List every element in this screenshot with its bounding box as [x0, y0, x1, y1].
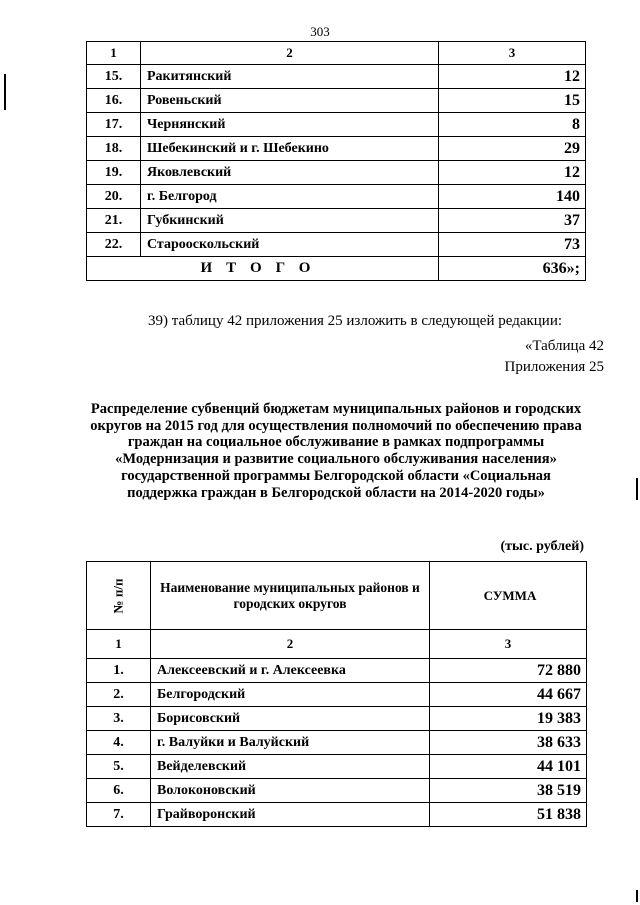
- district-name: Борисовский: [151, 707, 430, 731]
- row-number: 21.: [87, 209, 141, 233]
- table-row: [87, 185, 586, 209]
- row-sum: 19 383: [430, 707, 587, 731]
- table-row: [87, 707, 587, 731]
- col-number: 1: [87, 630, 151, 659]
- total-value: 636»;: [439, 257, 586, 281]
- table-reference: «Таблица 42: [524, 338, 604, 354]
- table-row: [87, 731, 587, 755]
- row-number: 7.: [87, 803, 151, 827]
- header-number: [87, 562, 151, 630]
- row-number: 19.: [87, 161, 141, 185]
- row-sum: 38 519: [430, 779, 587, 803]
- district-name: Шебекинский и г. Шебекино: [141, 137, 439, 161]
- row-sum: 44 101: [430, 755, 587, 779]
- district-name: Чернянский: [141, 113, 439, 137]
- row-number: 20.: [87, 185, 141, 209]
- table-row: [87, 803, 587, 827]
- subvention-table: [86, 561, 587, 827]
- district-name: Волоконовский: [151, 779, 430, 803]
- district-name: г. Валуйки и Валуйский: [151, 731, 430, 755]
- row-number: 22.: [87, 233, 141, 257]
- col-number: 3: [430, 630, 587, 659]
- table-row: [87, 89, 586, 113]
- table-row: [87, 137, 586, 161]
- page-number: 303: [310, 24, 330, 39]
- row-number: 5.: [87, 755, 151, 779]
- row-value: 37: [439, 209, 586, 233]
- col-number: 2: [141, 42, 439, 65]
- row-number: 4.: [87, 731, 151, 755]
- district-name: Белгородский: [151, 683, 430, 707]
- col-number: 3: [439, 42, 586, 65]
- row-value: 12: [439, 65, 586, 89]
- units-label: (тыс. рублей): [500, 539, 584, 554]
- col-number: 2: [151, 630, 430, 659]
- table-row: [87, 209, 586, 233]
- row-value: 8: [439, 113, 586, 137]
- scan-edge-mark: [636, 478, 638, 500]
- district-name: Старооскольский: [141, 233, 439, 257]
- district-name: Ракитянский: [141, 65, 439, 89]
- row-number: 2.: [87, 683, 151, 707]
- row-sum: 51 838: [430, 803, 587, 827]
- amendment-instruction: 39) таблицу 42 приложения 25 изложить в следующей редакции:: [148, 313, 563, 329]
- row-value: 73: [439, 233, 586, 257]
- table-row: [87, 683, 587, 707]
- total-label: ИТОГО: [87, 257, 439, 281]
- district-name: Вейделевский: [151, 755, 430, 779]
- table-row: [87, 113, 586, 137]
- table-row: [87, 659, 587, 683]
- table-row: [87, 65, 586, 89]
- table-row: [87, 233, 586, 257]
- col-number: 1: [87, 42, 141, 65]
- table-row: [87, 161, 586, 185]
- continued-table: [86, 41, 586, 281]
- table-heading: Распределение субвенций бюджетам муниципальных районов и городских округов на 2015 год для осуществления полномочий по обеспечению права граждан на социальное обслуживание в рамках подпрограммы «Модернизация и развитие социального обслуживания населения» государственной программы Белгородской области «Социальная поддержка граждан в Белгородской области на 2014-2020 годы»: [90, 401, 582, 501]
- scan-edge-mark: [636, 890, 638, 902]
- row-number: 6.: [87, 779, 151, 803]
- row-value: 29: [439, 137, 586, 161]
- row-value: 140: [439, 185, 586, 209]
- row-number: 18.: [87, 137, 141, 161]
- table-row: [87, 779, 587, 803]
- header-number-text: № п/п: [110, 578, 126, 613]
- row-number: 1.: [87, 659, 151, 683]
- district-name: Ровеньский: [141, 89, 439, 113]
- header-sum: СУММА: [430, 562, 587, 630]
- total-row: [87, 257, 586, 281]
- header-name: Наименование муниципальных районов и городских округов: [151, 562, 430, 630]
- district-name: Яковлевский: [141, 161, 439, 185]
- column-number-row: [87, 630, 587, 659]
- scan-edge-mark: [4, 74, 6, 110]
- row-number: 17.: [87, 113, 141, 137]
- district-name: Грайворонский: [151, 803, 430, 827]
- district-name: Губкинский: [141, 209, 439, 233]
- row-sum: 38 633: [430, 731, 587, 755]
- appendix-reference: Приложения 25: [504, 359, 604, 375]
- district-name: Алексеевский и г. Алексеевка: [151, 659, 430, 683]
- row-number: 3.: [87, 707, 151, 731]
- district-name: г. Белгород: [141, 185, 439, 209]
- row-value: 15: [439, 89, 586, 113]
- header-row: [87, 562, 587, 630]
- row-number: 16.: [87, 89, 141, 113]
- row-sum: 72 880: [430, 659, 587, 683]
- row-value: 12: [439, 161, 586, 185]
- row-sum: 44 667: [430, 683, 587, 707]
- row-number: 15.: [87, 65, 141, 89]
- column-number-row: [87, 42, 586, 65]
- table-row: [87, 755, 587, 779]
